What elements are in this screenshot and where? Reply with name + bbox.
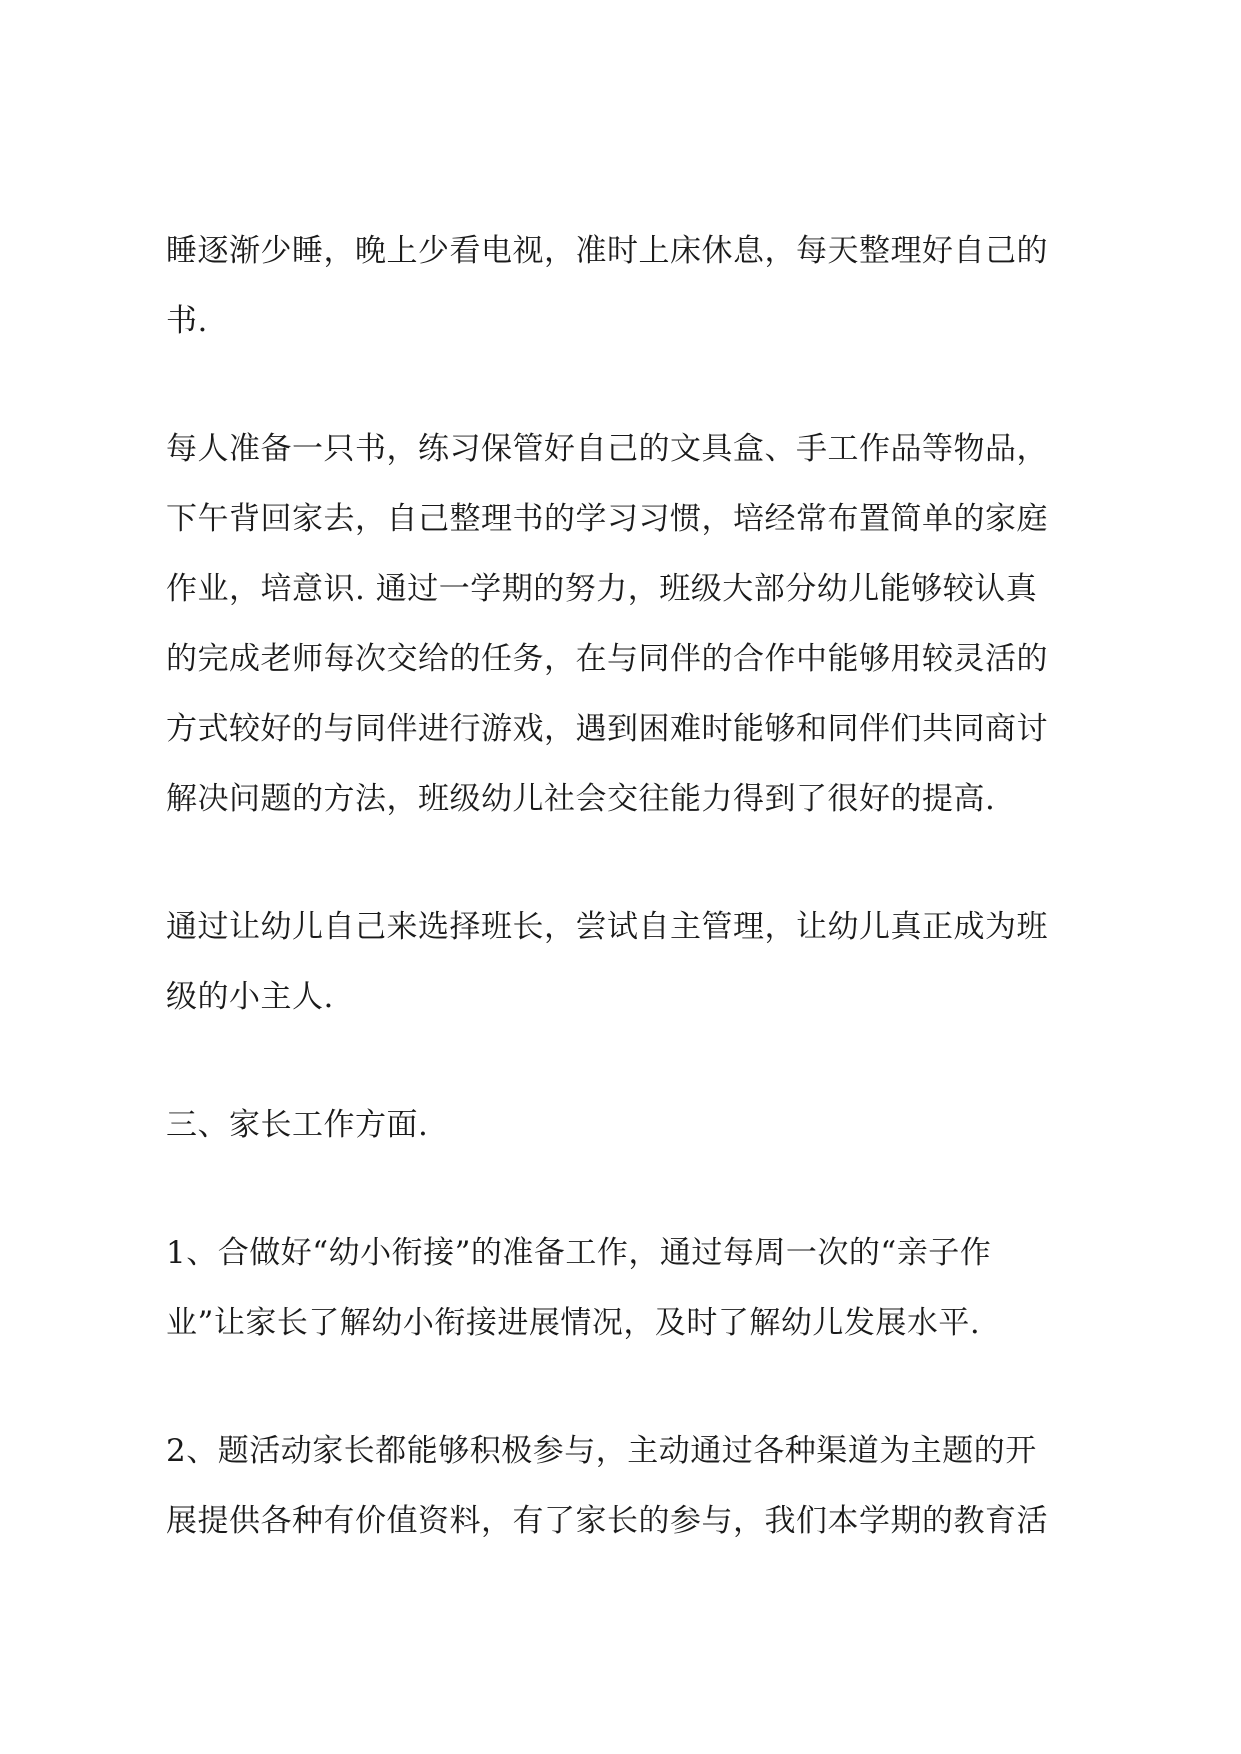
text-line: 级的小主人.: [166, 979, 334, 1015]
list-item-2: [166, 1416, 1096, 1556]
text-line: 展提供各种有价值资料，有了家长的参与，我们本学期的教育活: [166, 1503, 1048, 1539]
section-heading: [166, 1090, 1096, 1160]
text-line: 作业，培意识. 通过一学期的努力，班级大部分幼儿能够较认真: [166, 571, 1038, 607]
text-line: 通过让幼儿自己来选择班长，尝试自主管理，让幼儿真正成为班: [166, 909, 1048, 945]
text-line: 1、合做好“幼小衔接”的准备工作，通过每周一次的“亲子作: [166, 1235, 992, 1271]
text-line: 业”让家长了解幼小衔接进展情况，及时了解幼儿发展水平.: [166, 1305, 981, 1341]
text-line: 方式较好的与同伴进行游戏，遇到困难时能够和同伴们共同商讨: [166, 711, 1048, 747]
text-line: 下午背回家去，自己整理书的学习习惯，培经常布置简单的家庭: [166, 501, 1048, 537]
text-line: 解决问题的方法，班级幼儿社会交往能力得到了很好的提高.: [166, 781, 996, 817]
paragraph-3: [166, 892, 1096, 1032]
paragraph-1: [166, 216, 1096, 356]
text-line: 三、家长工作方面.: [166, 1107, 429, 1143]
text-line: 睡逐渐少睡，晚上少看电视，准时上床休息，每天整理好自己的: [166, 233, 1048, 269]
text-line: 2、题活动家长都能够积极参与，主动通过各种渠道为主题的开: [166, 1433, 1037, 1469]
document-body: [166, 216, 1096, 1614]
list-item-1: [166, 1218, 1096, 1358]
text-line: 书.: [166, 303, 208, 339]
text-line: 的完成老师每次交给的任务，在与同伴的合作中能够用较灵活的: [166, 641, 1048, 677]
paragraph-2: [166, 414, 1096, 834]
text-line: 每人准备一只书，练习保管好自己的文具盒、手工作品等物品，: [166, 431, 1048, 467]
